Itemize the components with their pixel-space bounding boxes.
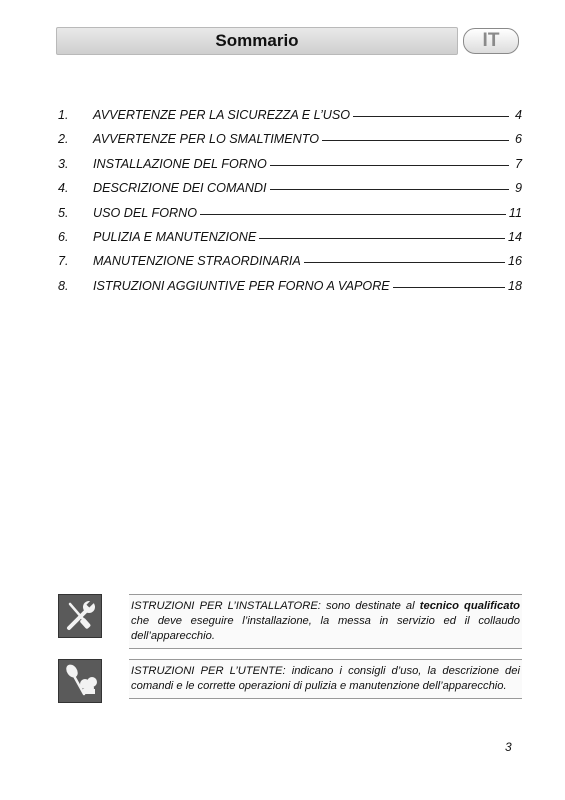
- chef-spoon-icon: [58, 659, 102, 703]
- installer-text-end: che deve eseguire l’installazione, la messa in servizio ed il collaudo dell’apparecchio.: [131, 615, 520, 642]
- installer-text-start: ISTRUZIONI PER L’INSTALLATORE: sono destinate al: [131, 600, 420, 612]
- toc-title: INSTALLAZIONE DEL FORNO: [93, 156, 267, 171]
- toc-leader: [304, 262, 505, 263]
- header-bar: [56, 27, 458, 55]
- toc-entry[interactable]: [58, 157, 522, 181]
- toc-leader: [270, 189, 509, 190]
- toc-title: USO DEL FORNO: [93, 205, 198, 220]
- tools-icon: [58, 594, 102, 638]
- toc-number: 5.: [58, 205, 69, 220]
- toc-page: 4: [514, 108, 522, 122]
- toc-leader: [353, 116, 509, 117]
- toc-title: ISTRUZIONI AGGIUNTIVE PER FORNO A VAPORE: [93, 278, 390, 293]
- toc-page: 14: [507, 229, 522, 244]
- toc-entry[interactable]: [58, 108, 522, 132]
- toc-title: PULIZIA E MANUTENZIONE: [93, 229, 257, 244]
- toc-leader: [393, 287, 505, 288]
- toc-page: 16: [507, 254, 522, 269]
- table-of-contents: [58, 108, 522, 303]
- toc-page: 11: [508, 205, 522, 220]
- toc-title: MANUTENZIONE STRAORDINARIA: [93, 254, 301, 269]
- installer-note-text: [129, 594, 522, 649]
- toc-entry[interactable]: [58, 230, 522, 254]
- toc-entry[interactable]: [58, 254, 522, 278]
- user-note-text: ISTRUZIONI PER L’UTENTE: indicano i consigli d’uso, la descrizione dei comandi e le corrette operazioni di pulizia e manutenzione dell’apparecchio.: [129, 659, 522, 699]
- toc-number: 6.: [58, 229, 69, 244]
- toc-leader: [270, 165, 509, 166]
- toc-page: 9: [514, 181, 522, 196]
- toc-number: 1.: [58, 108, 69, 122]
- toc-leader: [200, 214, 506, 215]
- toc-number: 4.: [58, 181, 69, 196]
- toc-entry[interactable]: [58, 206, 522, 230]
- language-badge: IT: [463, 28, 519, 54]
- toc-page: 7: [514, 156, 522, 171]
- toc-leader: [259, 238, 505, 239]
- toc-number: 2.: [58, 132, 69, 147]
- toc-title: AVVERTENZE PER LO SMALTIMENTO: [93, 132, 320, 147]
- installer-text-bold: tecnico qualificato: [419, 600, 520, 612]
- toc-page: 6: [514, 132, 522, 147]
- user-note: [58, 659, 522, 711]
- toc-entry[interactable]: [58, 279, 522, 303]
- toc-number: 3.: [58, 156, 69, 171]
- page-title: Sommario: [215, 31, 299, 50]
- installer-note: [58, 594, 522, 646]
- toc-title: AVVERTENZE PER LA SICUREZZA E L’USO: [93, 108, 351, 122]
- toc-leader: [322, 140, 509, 141]
- toc-title: DESCRIZIONE DEI COMANDI: [93, 181, 267, 196]
- toc-number: 8.: [58, 278, 69, 293]
- toc-entry[interactable]: [58, 132, 522, 156]
- toc-page: 18: [507, 278, 522, 293]
- toc-entry[interactable]: [58, 181, 522, 205]
- page-number: 3: [505, 740, 512, 754]
- toc-number: 7.: [58, 254, 69, 269]
